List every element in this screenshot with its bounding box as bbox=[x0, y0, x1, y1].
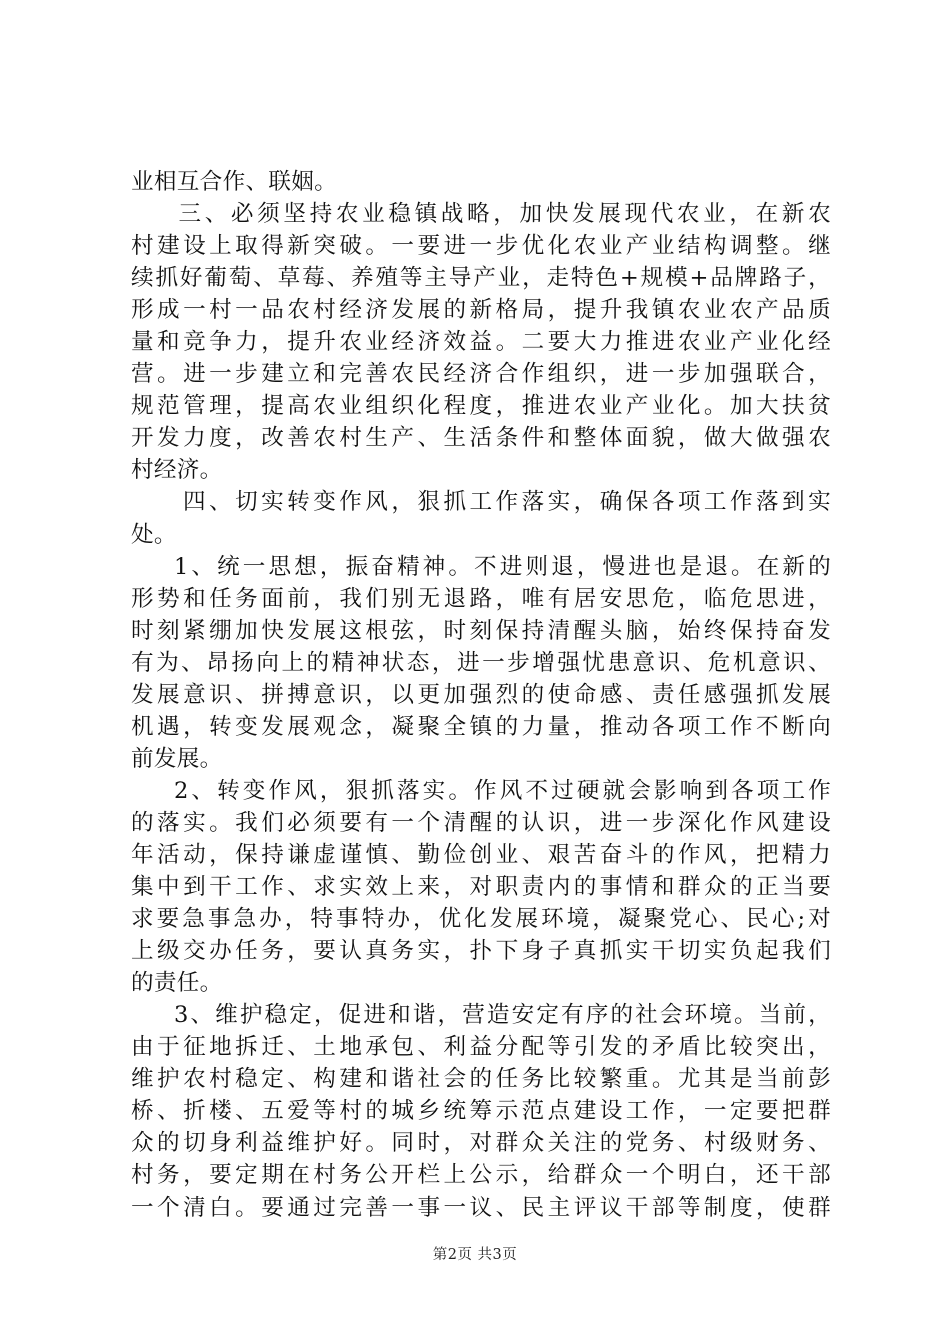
text-line: 求要急事急办，特事特办，优化发展环境，凝聚党心、民心;对 bbox=[131, 906, 831, 933]
text-line: 村经济。 bbox=[131, 457, 223, 484]
text-line: 的落实。我们必须要有一个清醒的认识，进一步深化作风建设 bbox=[131, 809, 831, 836]
text-line: 形成一村一品农村经济发展的新格局，提升我镇农业农产品质 bbox=[131, 297, 831, 324]
text-line: 村务，要定期在村务公开栏上公示，给群众一个明白，还干部 bbox=[131, 1162, 831, 1189]
text-line: 发展意识、拼搏意识，以更加强烈的使命感、责任感强抓发展 bbox=[131, 681, 831, 708]
text-line: 形势和任务面前，我们别无退路，唯有居安思危，临危思进， bbox=[131, 585, 831, 612]
text-line: 规范管理，提高农业组织化程度，推进农业产业化。加大扶贫 bbox=[131, 393, 831, 420]
text-line: 营。进一步建立和完善农民经济合作组织，进一步加强联合， bbox=[131, 361, 831, 388]
text-line: 维护农村稳定、构建和谐社会的任务比较繁重。尤其是当前彭 bbox=[131, 1066, 831, 1093]
text-line: 2、转变作风，狠抓落实。作风不过硬就会影响到各项工作 bbox=[173, 777, 831, 804]
text-line: 1、统一思想，振奋精神。不进则退，慢进也是退。在新的 bbox=[173, 553, 831, 580]
text-line: 3、维护稳定，促进和谐，营造安定有序的社会环境。当前， bbox=[173, 1002, 831, 1029]
text-line: 四、切实转变作风，狠抓工作落实，确保各项工作落到实 bbox=[182, 489, 831, 516]
text-line: 年活动，保持谦虚谨慎、勤俭创业、艰苦奋斗的作风，把精力 bbox=[131, 841, 831, 868]
text-line: 前发展。 bbox=[131, 745, 223, 772]
text-line: 村建设上取得新突破。一要进一步优化农业产业结构调整。继 bbox=[131, 233, 831, 260]
text-line: 三、必须坚持农业稳镇战略，加快发展现代农业，在新农 bbox=[178, 201, 831, 228]
text-line: 量和竞争力，提升农业经济效益。二要大力推进农业产业化经 bbox=[131, 329, 831, 356]
text-line: 众的切身利益维护好。同时，对群众关注的党务、村级财务、 bbox=[131, 1130, 831, 1157]
text-line: 集中到干工作、求实效上来，对职责内的事情和群众的正当要 bbox=[131, 874, 831, 901]
text-line: 开发力度，改善农村生产、生活条件和整体面貌，做大做强农 bbox=[131, 425, 831, 452]
text-line: 上级交办任务，要认真务实，扑下身子真抓实干切实负起我们 bbox=[131, 938, 831, 965]
text-line: 业相互合作、联姻。 bbox=[131, 169, 338, 195]
document-body bbox=[131, 166, 831, 1224]
text-line: 机遇，转变发展观念，凝聚全镇的力量，推动各项工作不断向 bbox=[131, 713, 831, 740]
text-line: 有为、昂扬向上的精神状态，进一步增强忧患意识、危机意识、 bbox=[131, 649, 831, 676]
text-line: 一个清白。要通过完善一事一议、民主评议干部等制度，使群 bbox=[131, 1194, 831, 1221]
text-line: 桥、折楼、五爱等村的城乡统筹示范点建设工作，一定要把群 bbox=[131, 1098, 831, 1125]
text-line: 时刻紧绷加快发展这根弦，时刻保持清醒头脑，始终保持奋发 bbox=[131, 617, 831, 644]
text-line: 续抓好葡萄、草莓、养殖等主导产业，走特色+规模+品牌路子， bbox=[131, 265, 831, 292]
text-line: 由于征地拆迁、土地承包、利益分配等引发的矛盾比较突出， bbox=[131, 1034, 831, 1061]
text-line: 处。 bbox=[131, 521, 177, 548]
page-footer: 第2页 共3页 bbox=[432, 1247, 518, 1263]
text-line: 的责任。 bbox=[131, 970, 223, 997]
